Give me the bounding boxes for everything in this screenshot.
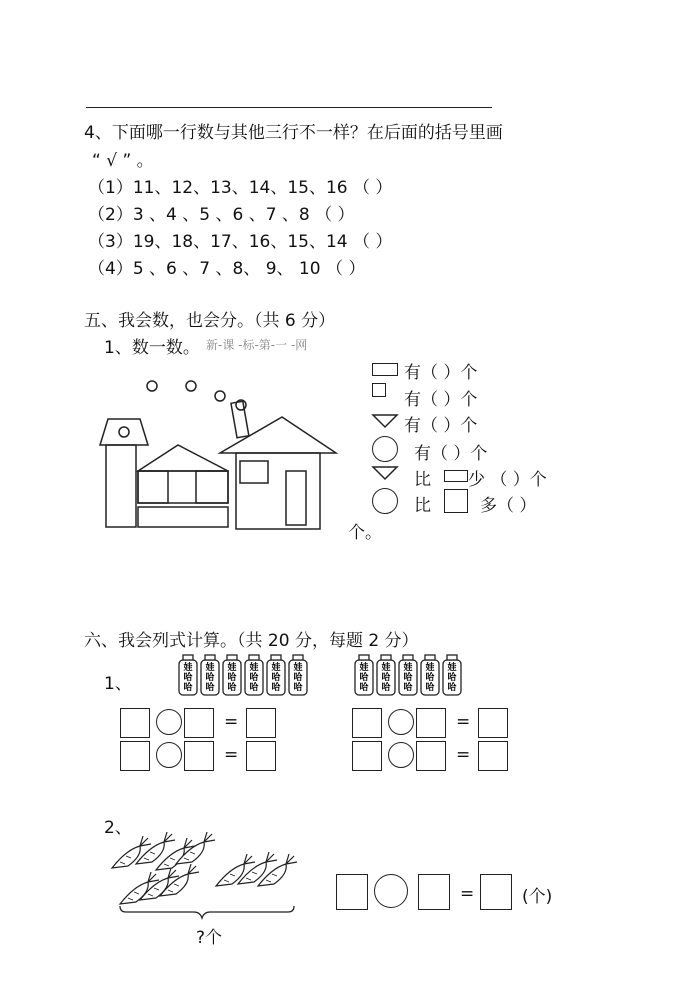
svg-text:哈: 哈 bbox=[205, 673, 215, 683]
equals-sign: = bbox=[224, 745, 239, 765]
equals-sign: = bbox=[460, 884, 475, 904]
q4-title: 4、下面哪一行数与其他三行不一样？在后面的括号里画 bbox=[84, 123, 503, 143]
svg-text:哈: 哈 bbox=[381, 673, 391, 683]
circle-shape bbox=[372, 436, 398, 462]
svg-text:哈: 哈 bbox=[183, 683, 193, 693]
svg-text:娃: 娃 bbox=[183, 663, 193, 673]
q4-row-3: （3）19、18、17、16、15、14 （ ） bbox=[88, 232, 393, 252]
svg-text:娃: 娃 bbox=[293, 663, 303, 673]
equals-sign: = bbox=[456, 712, 471, 732]
svg-text:哈: 哈 bbox=[227, 673, 237, 683]
answer-box[interactable] bbox=[336, 874, 368, 910]
watermark: 新-课 -标-第-一 -网 bbox=[206, 338, 308, 352]
bottle-icon bbox=[377, 655, 395, 695]
problem-2-label: 2、 bbox=[104, 818, 132, 838]
operator-circle[interactable] bbox=[156, 742, 182, 768]
svg-text:哈: 哈 bbox=[447, 683, 457, 693]
bottle-icon bbox=[289, 655, 307, 695]
bottle-icon bbox=[201, 655, 219, 695]
operator-circle[interactable] bbox=[156, 709, 182, 735]
bottle-icon bbox=[245, 655, 263, 695]
answer-box[interactable] bbox=[416, 708, 446, 738]
operator-circle[interactable] bbox=[388, 709, 414, 735]
svg-text:娃: 娃 bbox=[227, 663, 237, 673]
answer-box[interactable] bbox=[184, 741, 214, 771]
carrot-icon bbox=[176, 832, 215, 864]
svg-text:哈: 哈 bbox=[425, 683, 435, 693]
compare-2-tail: 个。 bbox=[348, 523, 382, 543]
compare-2-rest: 多（ ） bbox=[480, 496, 537, 516]
bottle-icon bbox=[421, 655, 439, 695]
equals-sign: = bbox=[456, 745, 471, 765]
answer-box[interactable] bbox=[246, 708, 276, 738]
svg-text:哈: 哈 bbox=[249, 683, 259, 693]
answer-box[interactable] bbox=[120, 741, 150, 771]
answer-box[interactable] bbox=[416, 741, 446, 771]
answer-box[interactable] bbox=[418, 874, 450, 910]
count-square: 有（ ）个 bbox=[404, 390, 478, 410]
svg-text:娃: 娃 bbox=[403, 663, 413, 673]
bottle-icon bbox=[399, 655, 417, 695]
svg-text:哈: 哈 bbox=[205, 683, 215, 693]
compare-2-bi: 比 bbox=[414, 496, 431, 516]
answer-box[interactable] bbox=[352, 708, 382, 738]
bottle-icon bbox=[223, 655, 241, 695]
equals-sign: = bbox=[224, 712, 239, 732]
svg-text:哈: 哈 bbox=[183, 673, 193, 683]
count-rect: 有（ ）个 bbox=[404, 363, 478, 383]
q4-mark: “ √ ” 。 bbox=[92, 151, 154, 171]
sec5-sub: 1、数一数。 bbox=[104, 338, 200, 358]
bottle-icon bbox=[267, 655, 285, 695]
svg-text:哈: 哈 bbox=[359, 683, 369, 693]
svg-text:娃: 娃 bbox=[425, 663, 435, 673]
sec6-title: 六、我会列式计算。（共 20 分，每题 2 分） bbox=[84, 631, 419, 651]
answer-box[interactable] bbox=[246, 741, 276, 771]
svg-text:哈: 哈 bbox=[403, 673, 413, 683]
brace-label: ?个 bbox=[196, 928, 223, 948]
brace bbox=[120, 906, 294, 918]
rectangle-shape bbox=[372, 363, 398, 376]
operator-circle[interactable] bbox=[388, 742, 414, 768]
svg-text:哈: 哈 bbox=[271, 683, 281, 693]
answer-box[interactable] bbox=[478, 741, 508, 771]
triangle-shape bbox=[372, 414, 398, 428]
operator-circle[interactable] bbox=[374, 874, 408, 908]
q4-row-4: （4）5 、6 、7 、8、 9、 10 （ ） bbox=[88, 259, 366, 279]
sec5-title: 五、我会数，也会分。（共 6 分） bbox=[84, 311, 336, 331]
count-circle: 有（ ）个 bbox=[414, 444, 488, 464]
separator-line bbox=[86, 107, 492, 108]
svg-text:哈: 哈 bbox=[249, 673, 259, 683]
q4-row-2: （2）3 、4 、5 、6 、7 、8 （ ） bbox=[88, 205, 355, 225]
svg-text:哈: 哈 bbox=[447, 673, 457, 683]
answer-box[interactable] bbox=[184, 708, 214, 738]
answer-box[interactable] bbox=[480, 874, 512, 910]
svg-text:娃: 娃 bbox=[205, 663, 215, 673]
svg-text:哈: 哈 bbox=[425, 673, 435, 683]
carrot-drawing bbox=[108, 830, 318, 920]
svg-text:娃: 娃 bbox=[359, 663, 369, 673]
svg-text:哈: 哈 bbox=[227, 683, 237, 693]
svg-text:哈: 哈 bbox=[381, 683, 391, 693]
svg-text:哈: 哈 bbox=[359, 673, 369, 683]
svg-text:哈: 哈 bbox=[403, 683, 413, 693]
circle-shape-compare bbox=[372, 488, 398, 514]
house-drawing bbox=[96, 375, 346, 535]
svg-text:哈: 哈 bbox=[271, 673, 281, 683]
square-shape-compare bbox=[444, 489, 468, 513]
problem-1-label: 1、 bbox=[104, 674, 132, 694]
svg-text:娃: 娃 bbox=[249, 663, 259, 673]
bottle-icon bbox=[179, 655, 197, 695]
answer-box[interactable] bbox=[352, 741, 382, 771]
compare-1-rest: 少 （ ）个 bbox=[468, 470, 547, 490]
answer-box[interactable] bbox=[478, 708, 508, 738]
answer-box[interactable] bbox=[120, 708, 150, 738]
unit-label: (个) bbox=[522, 887, 553, 907]
triangle-shape-compare bbox=[372, 466, 398, 480]
compare-1-bi: 比 bbox=[414, 470, 431, 490]
svg-text:娃: 娃 bbox=[447, 663, 457, 673]
square-shape bbox=[372, 383, 386, 397]
rectangle-shape-compare bbox=[444, 470, 468, 482]
svg-text:娃: 娃 bbox=[271, 663, 281, 673]
bottle-icon bbox=[443, 655, 461, 695]
svg-text:哈: 哈 bbox=[293, 683, 303, 693]
q4-row-1: （1）11、12、13、14、15、16 （ ） bbox=[88, 178, 393, 198]
svg-text:娃: 娃 bbox=[381, 663, 391, 673]
count-triangle: 有（ ）个 bbox=[404, 416, 478, 436]
svg-text:哈: 哈 bbox=[293, 673, 303, 683]
bottle-icon bbox=[355, 655, 373, 695]
